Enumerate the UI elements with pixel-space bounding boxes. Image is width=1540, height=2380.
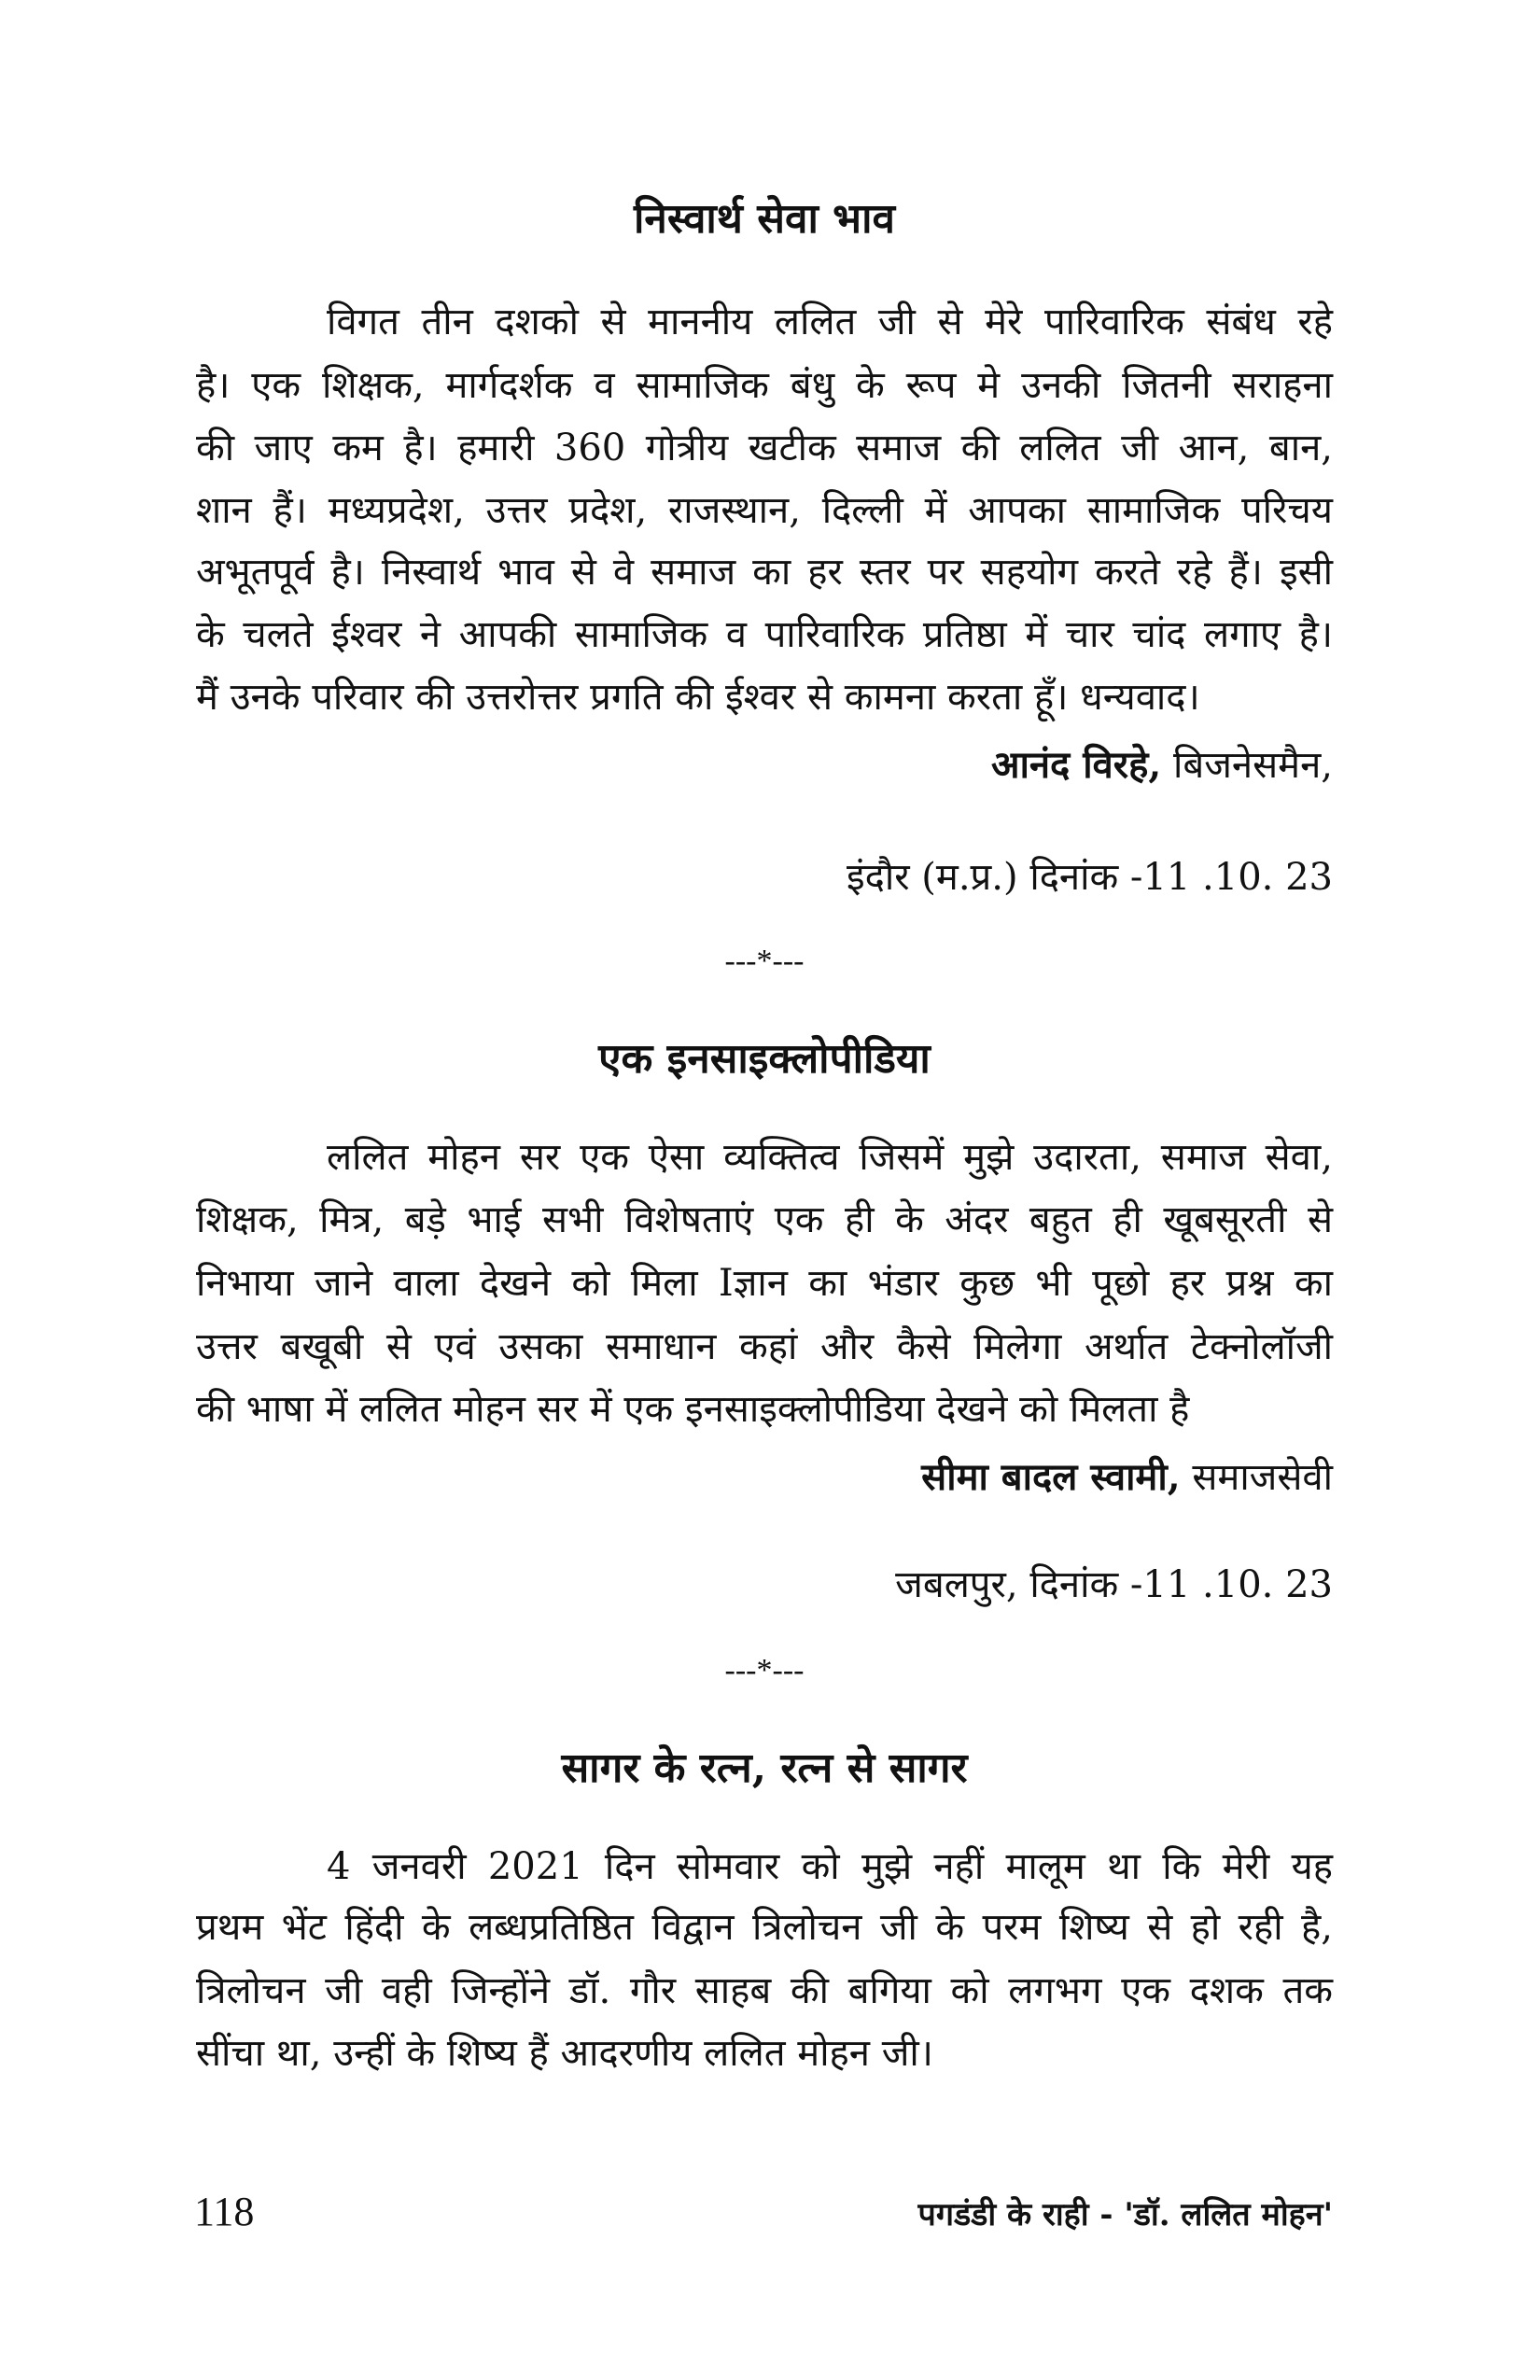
paragraph-line: मैं उनके परिवार की उत्तरोत्तर प्रगति की ईश्वर से कामना करता हूँ। धन्यवाद। <box>196 676 1200 719</box>
author-name: आनंद विरहे, <box>990 743 1162 787</box>
section-title: एक इनसाइक्लोपीडिया <box>598 1035 931 1083</box>
paragraph-line: उत्तर बखूबी से एवं उसका समाधान कहां और कैसे मिलेगा अर्थात टेक्नोलॉजी <box>196 1325 1333 1368</box>
paragraph-line: विगत तीन दशको से माननीय ललित जी से मेरे पारिवारिक संबंध रहे <box>327 301 1333 343</box>
author-role: बिजनेसमैन, <box>1161 744 1333 787</box>
paragraph-line: की भाषा में ललित मोहन सर में एक इनसाइक्लोपीडिया देखने को मिलता है <box>196 1388 1190 1431</box>
place-date: इंदौर (म.प्र.) दिनांक -11 .10. 23 <box>846 856 1333 899</box>
place-date: जबलपुर, दिनांक -11 .10. 23 <box>895 1563 1333 1606</box>
author-role: समाजसेवी <box>1180 1456 1333 1499</box>
paragraph-line: त्रिलोचन जी वही जिन्होंने डॉ. गौर साहब की बगिया को लगभग एक दशक तक <box>196 1969 1333 2012</box>
paragraph-line: की जाए कम है। हमारी 360 गोत्रीय खटीक समाज की ललित जी आन, बान, <box>196 427 1333 469</box>
paragraph-line: अभूतपूर्व है। निस्वार्थ भाव से वे समाज का हर स्तर पर सहयोग करते रहे हैं। इसी <box>196 551 1333 594</box>
paragraph-line: शान हैं। मध्यप्रदेश, उत्तर प्रदेश, राजस्थान, दिल्ली में आपका सामाजिक परिचय <box>196 489 1333 532</box>
paragraph-line: शिक्षक, मित्र, बड़े भाई सभी विशेषताएं एक ही के अंदर बहुत ही खूबसूरती से <box>196 1198 1333 1241</box>
section-title: सागर के रत्न, रत्न से सागर <box>561 1744 968 1792</box>
page-number: 118 <box>194 2189 255 2234</box>
paragraph-line: के चलते ईश्वर ने आपकी सामाजिक व पारिवारिक प्रतिष्ठा में चार चांद लगाए है। <box>196 613 1333 656</box>
paragraph-line: सींचा था, उन्हीं के शिष्य हैं आदरणीय ललित मोहन जी। <box>196 2032 933 2075</box>
section-separator: ---*--- <box>724 1653 805 1687</box>
section-separator: ---*--- <box>724 944 805 978</box>
paragraph-line: ललित मोहन सर एक ऐसा व्यक्तित्व जिसमें मुझे उदारता, समाज सेवा, <box>327 1136 1333 1179</box>
paragraph-line: 4 जनवरी 2021 दिन सोमवार को मुझे नहीं मालूम था कि मेरी यह <box>327 1845 1333 1888</box>
author-signature <box>921 1449 1333 1505</box>
paragraph-line: निभाया जाने वाला देखने को मिला Iज्ञान का भंडार कुछ भी पूछो हर प्रश्न का <box>196 1262 1333 1305</box>
author-name: सीमा बादल स्वामी, <box>921 1455 1181 1499</box>
running-footer-title: पगडंडी के राही - 'डॉ. ललित मोहन' <box>917 2196 1333 2233</box>
paragraph-line: है। एक शिक्षक, मार्गदर्शक व सामाजिक बंधु के रूप मे उनकी जितनी सराहना <box>196 364 1333 407</box>
author-signature <box>991 737 1333 793</box>
section-title: निस्वार्थ सेवा भाव <box>634 195 895 243</box>
paragraph-line: प्रथम भेंट हिंदी के लब्धप्रतिष्ठित विद्वान त्रिलोचन जी के परम शिष्य से हो रही है, <box>196 1906 1333 1949</box>
